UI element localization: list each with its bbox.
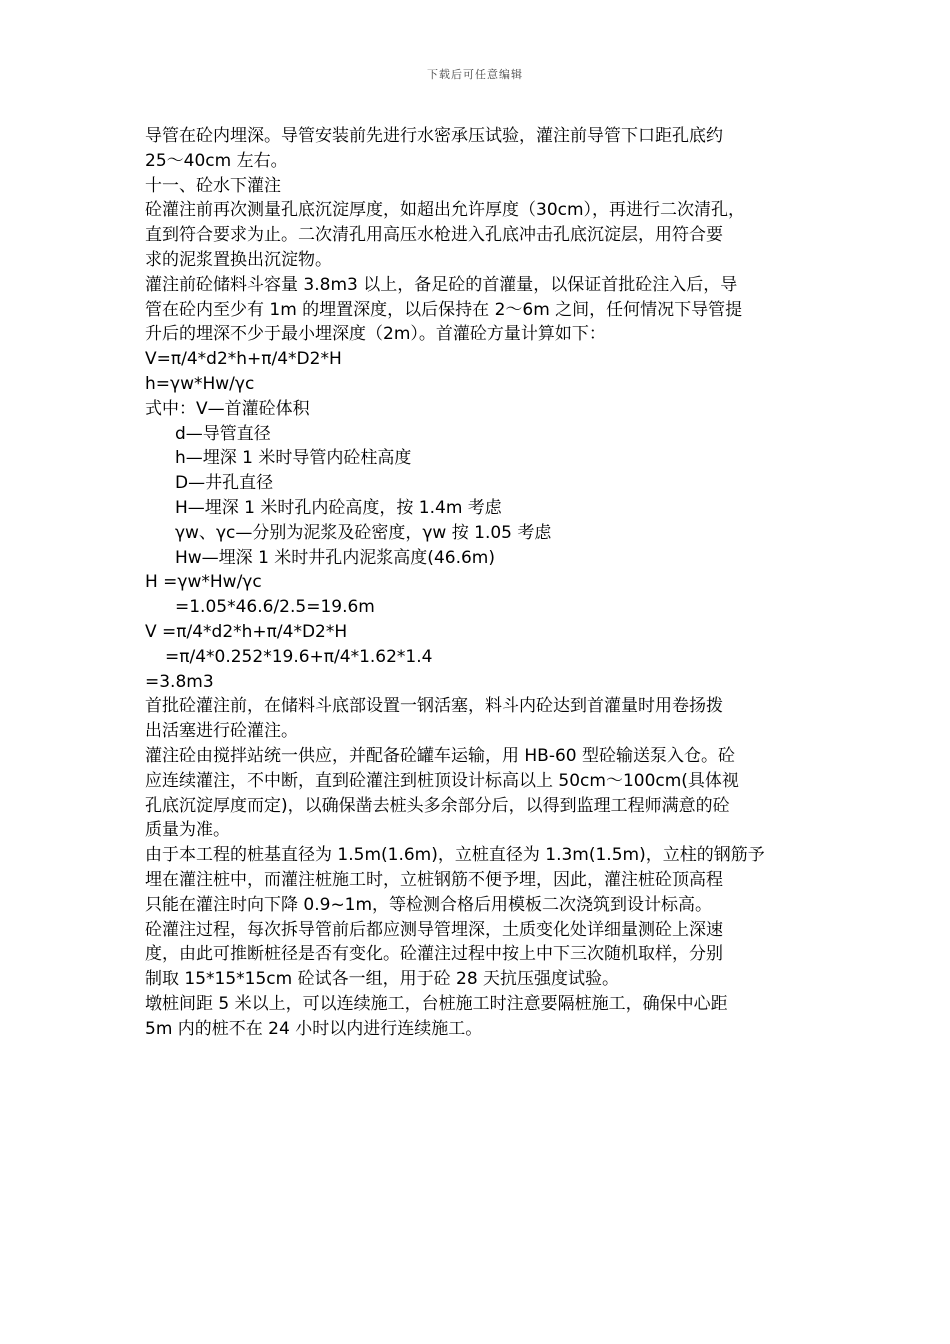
- section-heading: 十一、砼水下灌注: [145, 175, 281, 196]
- definition-line: d—导管直径: [175, 423, 271, 444]
- text-line: 砼灌注前再次测量孔底沉淀厚度，如超出允许厚度（30cm），再进行二次清孔，: [145, 200, 746, 221]
- definition-line: D—井孔直径: [175, 473, 274, 494]
- text-line: 首批砼灌注前，在储料斗底部设置一钢活塞，料斗内砼达到首灌量时用卷扬拨: [145, 696, 723, 717]
- definition-line: H—埋深 1 米时孔内砼高度，按 1.4m 考虑: [175, 497, 502, 518]
- formula-line: =1.05*46.6/2.5=19.6m: [175, 597, 375, 618]
- text-line: 5m 内的桩不在 24 小时以内进行连续施工。: [145, 1018, 483, 1039]
- page-header: 下载后可任意编辑: [427, 68, 523, 81]
- formula-line: =3.8m3: [145, 671, 214, 692]
- text-line: 质量为准。: [145, 820, 230, 841]
- document-body: [145, 124, 815, 1041]
- text-line: 制取 15*15*15cm 砼试各一组，用于砼 28 天抗压强度试验。: [145, 969, 620, 990]
- text-line: 砼灌注过程，每次拆导管前后都应测导管埋深，土质变化处详细量测砼上深速: [145, 919, 723, 940]
- text-line: 导管在砼内埋深。导管安装前先进行水密承压试验，灌注前导管下口距孔底约: [145, 126, 723, 146]
- text-line: 升后的埋深不少于最小埋深度（2m）。首灌砼方量计算如下：: [145, 324, 606, 345]
- text-line: 直到符合要求为止。二次清孔用高压水枪进入孔底冲击孔底沉淀层，用符合要: [145, 225, 723, 246]
- text-line: 埋在灌注桩中，而灌注桩施工时，立桩钢筋不便予埋，因此，灌注桩砼顶高程: [145, 869, 723, 890]
- text-line: 应连续灌注，不中断，直到砼灌注到桩顶设计标高以上 50cm～100cm(具体视: [145, 770, 739, 791]
- text-line: 出活塞进行砼灌注。: [145, 721, 298, 742]
- text-line: 墩桩间距 5 米以上，可以连续施工，台桩施工时注意要隔桩施工，确保中心距: [145, 993, 728, 1014]
- formula-line: V=π/4*d2*h+π/4*D2*H: [145, 349, 342, 370]
- text-line: 只能在灌注时向下降 0.9~1m，等检测合格后用模板二次浇筑到设计标高。: [145, 894, 713, 915]
- formula-line: =π/4*0.252*19.6+π/4*1.62*1.4: [165, 646, 433, 667]
- text-line: 管在砼内至少有 1m 的埋置深度，以后保持在 2～6m 之间，任何情况下导管提: [145, 299, 743, 320]
- text-line: 孔底沉淀厚度而定)，以确保凿去桩头多余部分后，以得到监理工程师满意的砼: [145, 795, 730, 816]
- text-line: 求的泥浆置换出沉淀物。: [145, 249, 332, 270]
- formula-line: h=γw*Hw/γc: [145, 373, 255, 394]
- formula-line: V =π/4*d2*h+π/4*D2*H: [145, 621, 348, 642]
- text-line: 灌注前砼储料斗容量 3.8m3 以上，备足砼的首灌量，以保证首批砼注入后，导: [145, 274, 738, 295]
- definition-line: γw、γc—分别为泥浆及砼密度，γw 按 1.05 考虑: [175, 522, 552, 543]
- definition-line: h—埋深 1 米时导管内砼柱高度: [175, 448, 412, 469]
- definition-line: Hw—埋深 1 米时井孔内泥浆高度(46.6m): [175, 547, 495, 568]
- text-line: 25～40cm 左右。: [145, 150, 288, 171]
- text-line: 度，由此可推断桩径是否有变化。砼灌注过程中按上中下三次随机取样，分别: [145, 944, 723, 965]
- text-line: 式中：V—首灌砼体积: [145, 398, 310, 419]
- text-line: 由于本工程的桩基直径为 1.5m(1.6m)，立桩直径为 1.3m(1.5m)，立柱的钢筋予: [145, 845, 765, 866]
- formula-line: H =γw*Hw/γc: [145, 572, 262, 593]
- text-line: 灌注砼由搅拌站统一供应，并配备砼罐车运输，用 HB-60 型砼输送泵入仓。砼: [145, 745, 736, 766]
